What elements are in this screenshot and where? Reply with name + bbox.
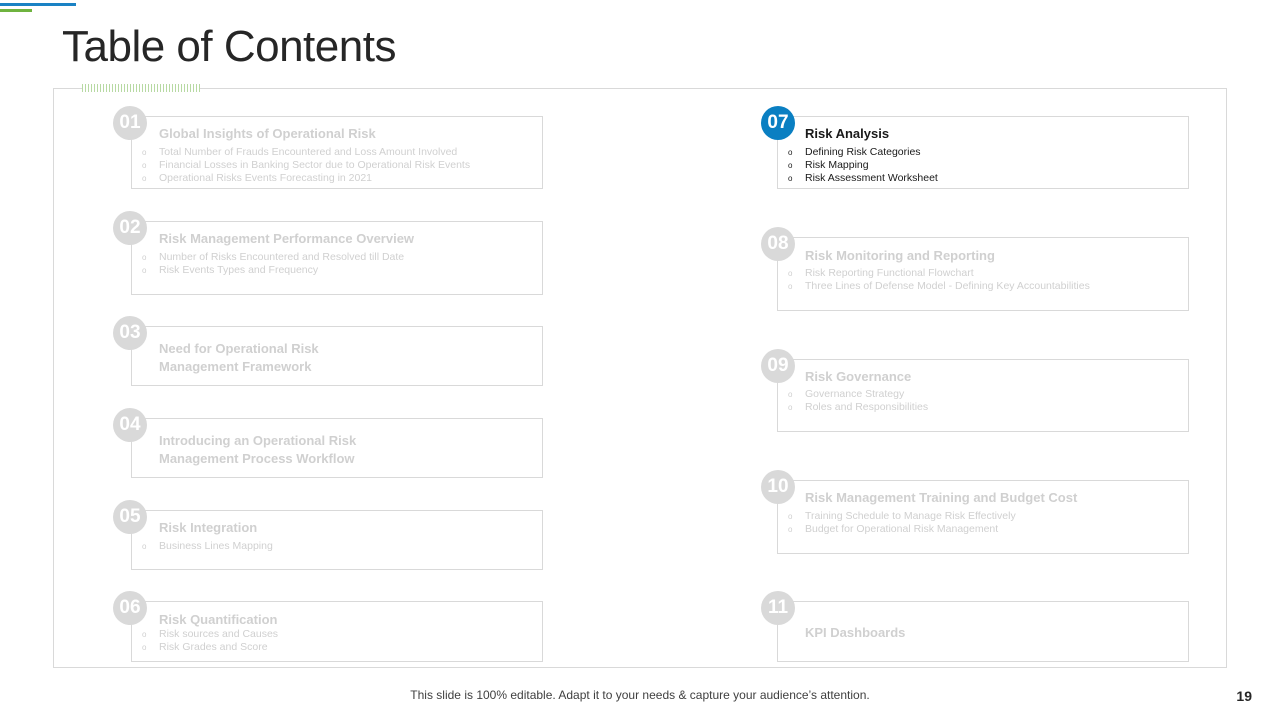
item-number-badge: 02 — [113, 211, 147, 245]
item-title: Risk Management Performance Overview — [159, 231, 415, 246]
item-number-badge: 08 — [761, 227, 795, 261]
item-subtopic: Risk Reporting Functional Flowchart — [805, 267, 974, 279]
accent-bar-blue — [0, 3, 76, 6]
item-subtopic: Risk Grades and Score — [159, 641, 268, 653]
item-title: Need for Operational Risk — [159, 341, 319, 356]
item-subtopic: Governance Strategy — [805, 388, 905, 400]
item-number-badge: 10 — [761, 470, 795, 504]
item-title: Risk Analysis — [805, 126, 890, 141]
bullet-icon: o — [788, 403, 793, 412]
bullet-icon: o — [788, 161, 793, 170]
bullet-icon: o — [142, 542, 147, 551]
item-number-badge: 05 — [113, 500, 147, 534]
item-subtopic: Roles and Responsibilities — [805, 401, 929, 413]
item-number-badge: 03 — [113, 316, 147, 350]
item-title: Risk Integration — [159, 520, 258, 535]
bullet-icon: o — [788, 525, 793, 534]
item-subtopic: Risk Mapping — [805, 159, 869, 171]
page-number: 19 — [1236, 688, 1252, 704]
item-subtopic: Financial Losses in Banking Sector due to Operational Risk Events — [159, 159, 471, 171]
bullet-icon: o — [142, 174, 147, 183]
item-title-line-2: Management Framework — [159, 359, 312, 374]
item-number-badge: 04 — [113, 408, 147, 442]
item-subtopic: Risk sources and Causes — [159, 628, 279, 640]
item-subtopic: Number of Risks Encountered and Resolved till Date — [159, 251, 405, 263]
bullet-icon: o — [788, 390, 793, 399]
bullet-icon: o — [142, 161, 147, 170]
item-title-line-2: Management Process Workflow — [159, 451, 355, 466]
item-subtopic: Training Schedule to Manage Risk Effectively — [805, 510, 1016, 522]
item-title: Risk Quantification — [159, 612, 278, 627]
item-title: KPI Dashboards — [805, 625, 906, 640]
item-subtopic: Risk Assessment Worksheet — [805, 172, 938, 184]
item-subtopic: Total Number of Frauds Encountered and Loss Amount Involved — [159, 146, 458, 158]
bullet-icon: o — [142, 630, 147, 639]
bullet-icon: o — [788, 174, 793, 183]
item-subtopic: Defining Risk Categories — [805, 146, 921, 158]
item-title: Risk Governance — [805, 369, 912, 384]
item-subtopic: Risk Events Types and Frequency — [159, 264, 319, 276]
bullet-icon: o — [788, 269, 793, 278]
accent-bar-green — [0, 9, 32, 12]
decorative-hatch — [82, 84, 200, 92]
item-title: Global Insights of Operational Risk — [159, 126, 376, 141]
footer-note: This slide is 100% editable. Adapt it to your needs & capture your audience’s attention. — [410, 688, 870, 702]
item-title: Risk Management Training and Budget Cost — [805, 490, 1078, 505]
page-title: Table of Contents — [62, 22, 396, 71]
item-number-badge: 07 — [761, 106, 795, 140]
bullet-icon: o — [788, 282, 793, 291]
bullet-icon: o — [788, 148, 793, 157]
bullet-icon: o — [142, 148, 147, 157]
item-subtopic: Three Lines of Defense Model - Defining Key Accountabilities — [805, 280, 1090, 292]
bullet-icon: o — [142, 266, 147, 275]
item-number-badge: 06 — [113, 591, 147, 625]
bullet-icon: o — [142, 253, 147, 262]
item-subtopic: Business Lines Mapping — [159, 540, 273, 552]
bullet-icon: o — [142, 643, 147, 652]
bullet-icon: o — [788, 512, 793, 521]
item-title: Introducing an Operational Risk — [159, 433, 357, 448]
item-subtopic: Budget for Operational Risk Management — [805, 523, 999, 535]
item-subtopic: Operational Risks Events Forecasting in 2021 — [159, 172, 373, 184]
item-number-badge: 01 — [113, 106, 147, 140]
item-number-badge: 11 — [761, 591, 795, 625]
item-title: Risk Monitoring and Reporting — [805, 248, 995, 263]
item-number-badge: 09 — [761, 349, 795, 383]
